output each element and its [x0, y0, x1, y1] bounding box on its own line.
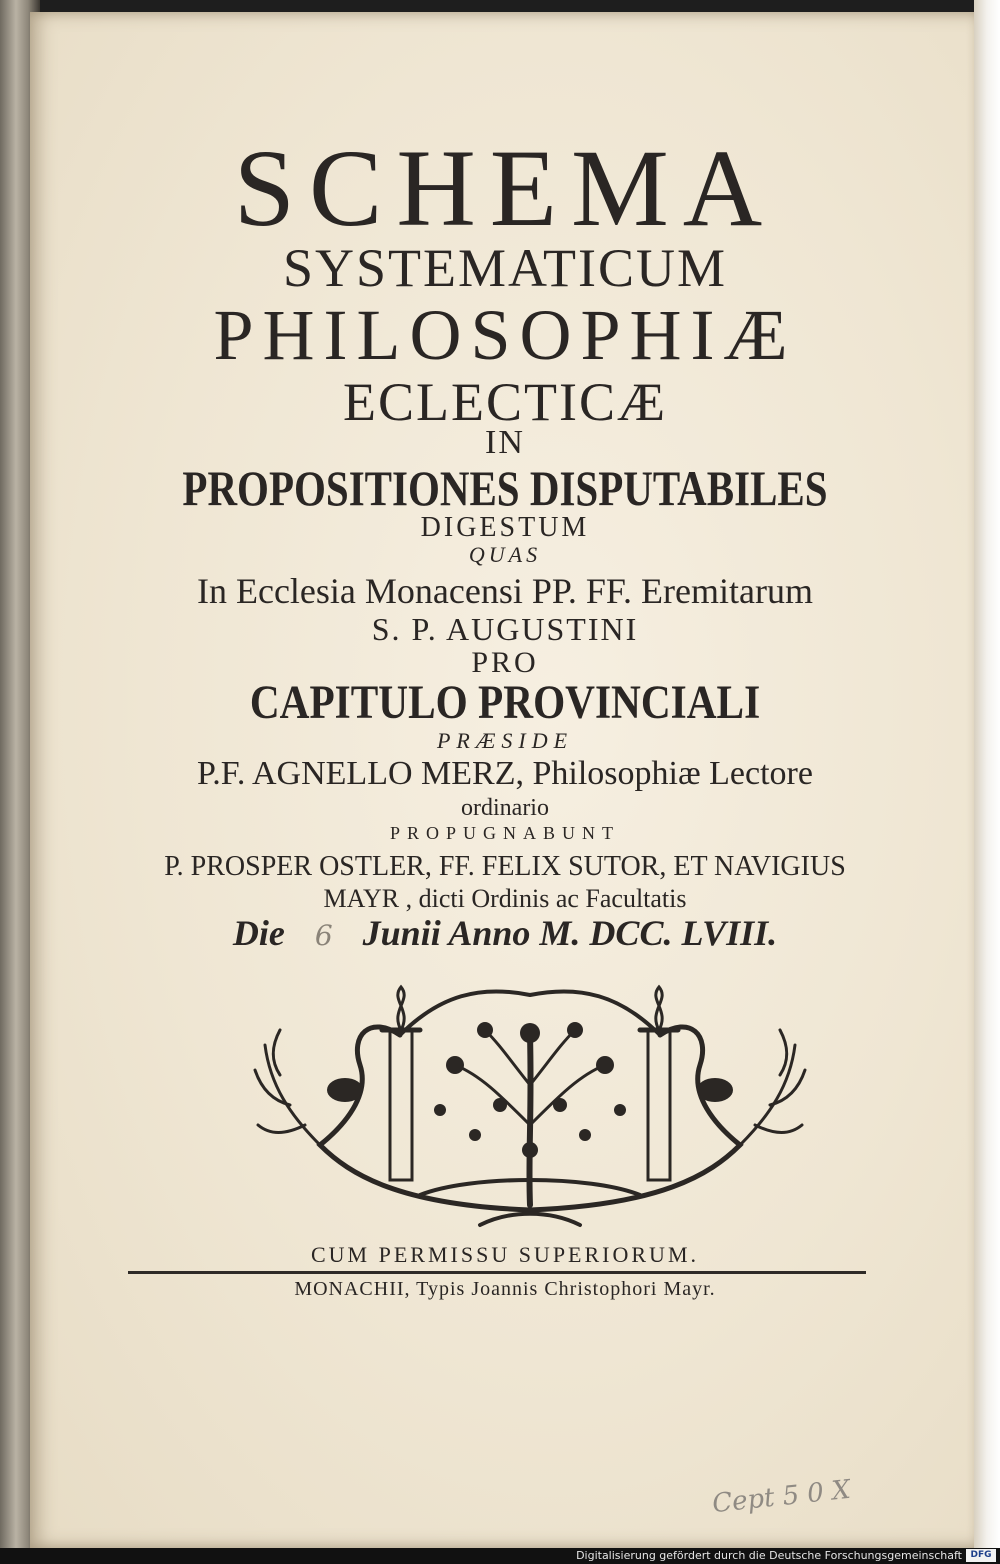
funding-credit: Digitalisierung gefördert durch die Deutsche Forschungsgemeinschaft	[576, 1549, 962, 1562]
title-line-12: CAPITULO PROVINCIALI	[249, 676, 761, 729]
title-line-9: In Ecclesia Monacensi PP. FF. Eremitarum	[196, 571, 813, 611]
title-line-10: S. P. AUGUSTINI	[371, 611, 639, 647]
title-line-14: P.F. AGNELLO MERZ, Philosophiæ Lectore	[197, 755, 813, 792]
title-line-11: PRO	[471, 646, 539, 679]
permission-line: CUM PERMISSU SUPERIORUM.	[310, 1242, 700, 1267]
title-line-17: P. PROSPER OSTLER, FF. FELIX SUTOR, ET NAVIGIUS	[164, 851, 846, 882]
title-line-16: PROPUGNABUNT	[389, 823, 621, 843]
title-line-5: IN	[485, 424, 525, 461]
title-line-3: PHILOSOPHIÆ	[213, 295, 797, 375]
title-line-15: ordinario	[461, 795, 549, 821]
title-line-4: ECLECTICÆ	[343, 372, 667, 432]
title-line-8: QUAS	[468, 542, 542, 567]
title-line-7: DIGESTUM	[420, 512, 590, 543]
date-prefix: Die	[232, 913, 285, 953]
date-line	[30, 912, 980, 957]
divider-rule	[128, 1271, 866, 1274]
title-line-1: SCHEMA	[233, 127, 777, 249]
title-line-2: SYSTEMATICUM	[282, 238, 728, 298]
printer-ornament-vignette	[250, 975, 810, 1230]
title-line-6: PROPOSITIONES DISPUTABILES	[182, 460, 828, 516]
handwritten-shelfmark: Cept 5 0 X	[710, 1474, 852, 1520]
date-suffix: Junii Anno M. DCC. LVIII.	[362, 913, 778, 953]
imprint-line: MONACHII, Typis Joannis Christophori Mayr.	[294, 1278, 716, 1300]
date-handwritten: 6	[314, 919, 333, 952]
title-line-13: PRÆSIDE	[436, 728, 574, 753]
dfg-logo: DFG	[966, 1549, 996, 1562]
title-line-18: MAYR , dicti Ordinis ac Facultatis	[323, 884, 687, 913]
